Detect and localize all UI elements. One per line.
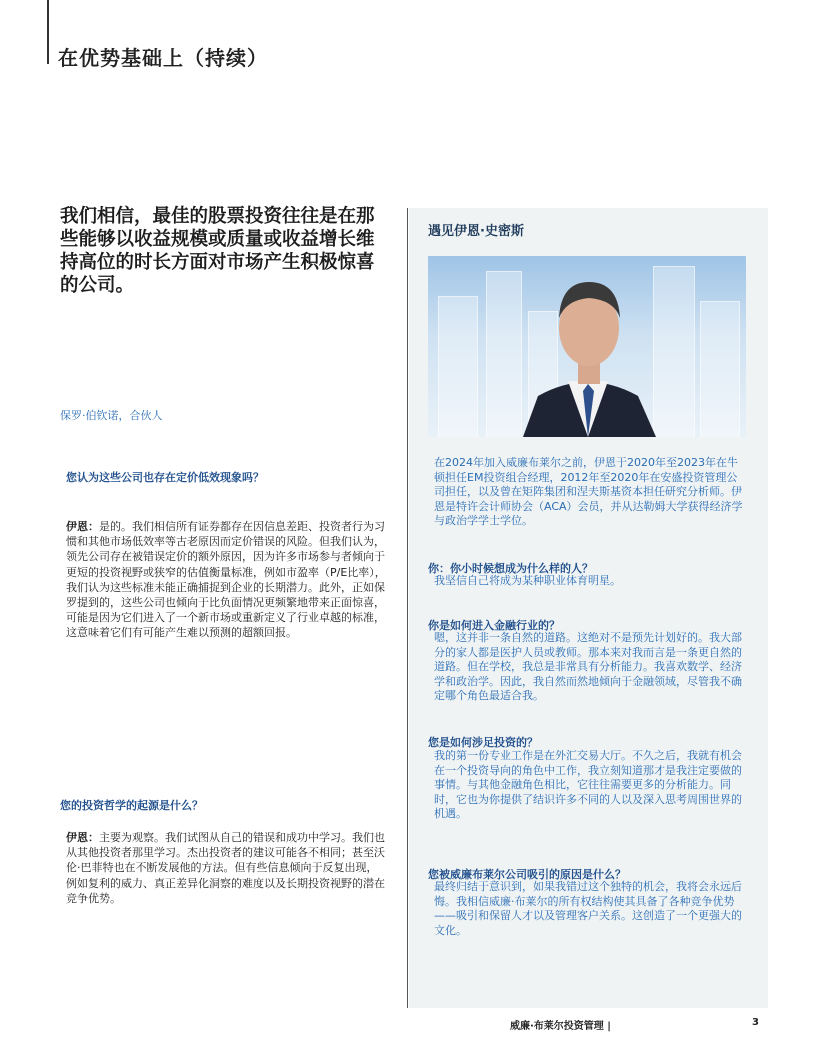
answer-2 xyxy=(66,830,388,906)
question-1: 您认为这些公司也存在定价低效现象吗？ xyxy=(66,471,264,484)
quote-attribution: 保罗·伯钦诺，合伙人 xyxy=(60,409,163,422)
sidebar-question: 你：你小时候想成为什么样的人？ xyxy=(428,562,593,575)
sidebar-answer: 我坚信自己将成为某种职业体育明星。 xyxy=(434,574,621,587)
portrait-photo xyxy=(428,256,746,437)
sidebar-answer: 我的第一份专业工作是在外汇交易大厅。不久之后，我就有机会在一个投资导向的角色中工作，我立刻知道那才是我注定要做的事情。与其他金融角色相比，它往往需要更多的分析能力。同时，它也为你提供了结识许多不同的人以及深入思考周围世界的机遇。 xyxy=(434,749,742,821)
sidebar-answer: 最终归结于意识到，如果我错过这个独特的机会，我将会永远后悔。我相信威廉·布莱尔的所有权结构使其具备了各种竞争优势——吸引和保留人才以及管理客户关系。这创造了一个更强大的文化。 xyxy=(434,880,742,937)
question-2: 您的投资哲学的起源是什么？ xyxy=(60,799,203,812)
answer-speaker: 伊恩： xyxy=(66,520,99,533)
bio-paragraph: 在2024年加入威廉布莱尔之前，伊恩于2020年至2023年在牛顿担任EM投资组合经理，2012年至2020年在安盛投资管理公司担任，以及曾在矩阵集团和涅夫斯基资本担任研究分析师。伊恩是特许会计师协会（ACA）会员，并从达勒姆大学获得经济学与政治学学士学位。 xyxy=(434,456,743,528)
pull-quote: 我们相信，最佳的股票投资往往是在那些能够以收益规模或质量或收益增长维持高位的时长方面对市场产生积极惊喜的公司。 xyxy=(60,206,375,296)
answer-1 xyxy=(66,519,388,641)
sidebar-question: 您被威廉布莱尔公司吸引的原因是什么？ xyxy=(428,868,626,881)
answer-text: 是的。我们相信所有证券都存在因信息差距、投资者行为习惯和其他市场低效率等古老原因而定价错误的风险。但我们认为，领先公司存在被错误定价的额外原因，因为许多市场参与者倾向于更短的投资视野或狭窄的估值衡量标准，例如市盈率（P/E比率），我们认为这些标准未能正确捕捉到企业的长期潜力。此外，正如保罗提到的，这些公司也倾向于比负面情况更频繁地带来正面惊喜，可能是因为它们进入了一个新市场或重新定义了行业卓越的标准，这意味着它们有可能产生难以预测的超额回报。 xyxy=(66,520,386,640)
sidebar-answer: 嗯，这并非一条自然的道路。这绝对不是预先计划好的。我大部分的家人都是医护人员或教师。那本来对我而言是一条更自然的道路。但在学校，我总是非常具有分析能力。我喜欢数学、经济学和政治学。因此，我自然而然地倾向于金融领域，尽管我不确定哪个角色最适合我。 xyxy=(434,631,742,703)
footer-brand: 威廉·布莱尔投资管理 | xyxy=(510,1021,611,1032)
sidebar-title: 遇见伊恩·史密斯 xyxy=(428,224,524,239)
sidebar-question: 你是如何进入金融行业的？ xyxy=(428,619,560,632)
sidebar-question: 您是如何涉足投资的？ xyxy=(428,736,538,749)
answer-text: 主要为观察。我们试图从自己的错误和成功中学习。我们也从其他投资者那里学习。杰出投资者的建议可能各不相同；甚至沃伦·巴菲特也在不断发展他的方法。但有些信息倾向于反复出现，例如复利的威力、真正差异化洞察的难度以及长期投资视野的潜在竞争优势。 xyxy=(66,831,385,905)
page-title: 在优势基础上（持续） xyxy=(58,46,268,70)
column-divider xyxy=(407,208,408,1008)
answer-speaker: 伊恩： xyxy=(66,831,99,844)
header-rule xyxy=(47,0,49,64)
page-number: 3 xyxy=(752,1017,759,1028)
